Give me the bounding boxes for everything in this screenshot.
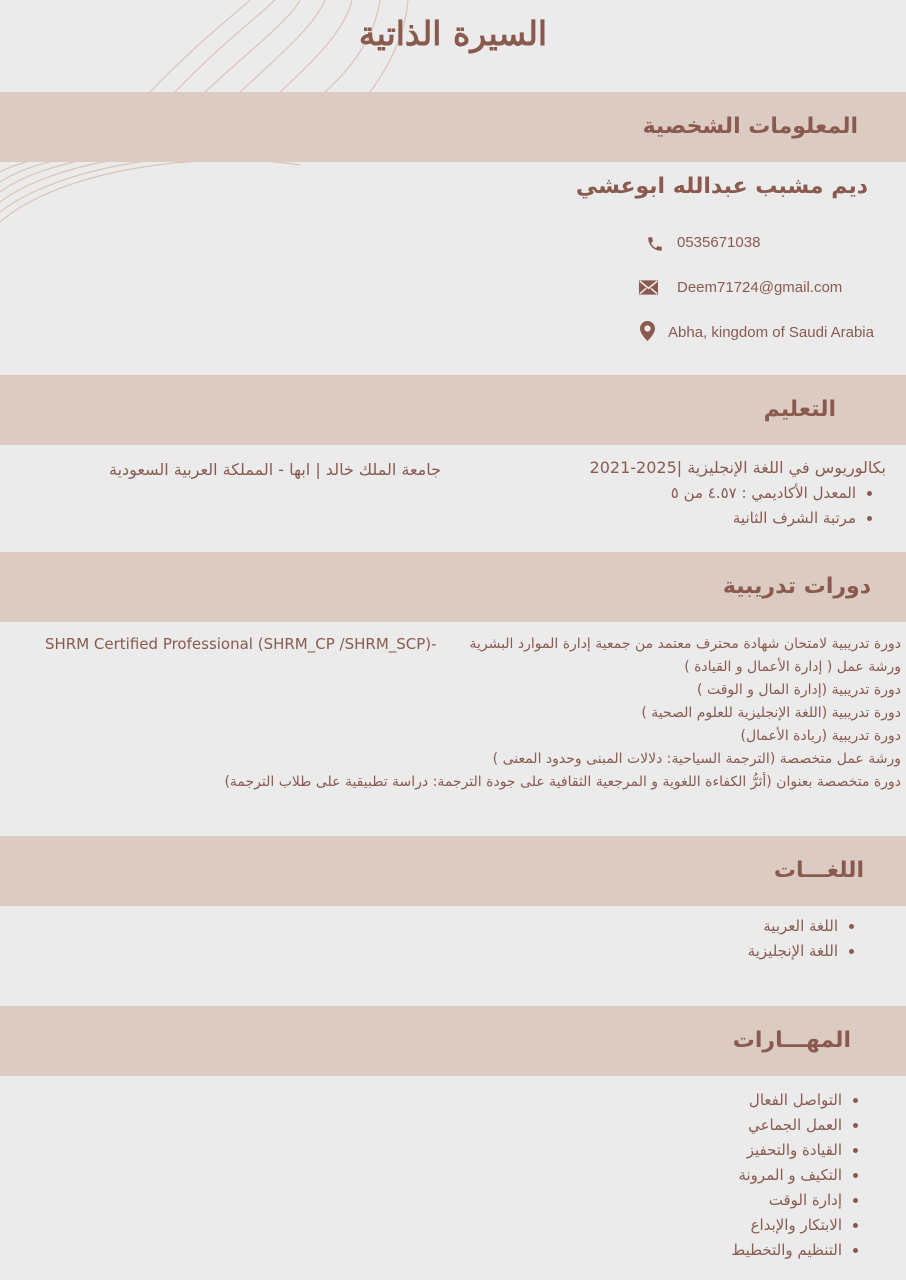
- phone-icon: [646, 235, 664, 253]
- course-item-english: SHRM Certified Professional (SHRM_CP /SHRM_SCP)-: [45, 635, 437, 653]
- education-degree: بكالوريوس في اللغة الإنجليزية |2025-2021: [589, 458, 886, 477]
- list-item: التكيف و المرونة: [731, 1163, 842, 1188]
- education-university: جامعة الملك خالد | ابها - المملكة العربية السعودية: [108, 460, 441, 479]
- skills-list: [731, 1088, 842, 1263]
- email-address: Deem71724@gmail.com: [677, 279, 843, 296]
- list-item: القيادة والتحفيز: [731, 1138, 842, 1163]
- languages-list: [748, 914, 838, 964]
- page-title: السيرة الذاتية: [358, 14, 548, 53]
- list-item: المعدل الأكاديمي : ٤.٥٧ من ٥: [671, 481, 856, 506]
- list-item: اللغة العربية: [748, 914, 838, 939]
- course-item: دورة تدريبية (اللغة الإنجليزية للعلوم الصحية ): [641, 705, 901, 721]
- course-item: دورة تدريبية (ريادة الأعمال): [740, 728, 901, 744]
- person-name: ديم مشبب عبدالله ابوعشي: [575, 174, 868, 199]
- skills-heading: المهـــارات: [732, 1028, 851, 1053]
- education-details: [671, 481, 856, 531]
- list-item: العمل الجماعي: [731, 1113, 842, 1138]
- list-item: اللغة الإنجليزية: [748, 939, 838, 964]
- section-band-education: [0, 375, 906, 445]
- course-item: دورة تدريبية (إدارة المال و الوقت ): [697, 682, 901, 698]
- list-item: التنظيم والتخطيط: [731, 1238, 842, 1263]
- section-band-courses: [0, 552, 906, 622]
- education-heading: التعليم: [763, 397, 836, 422]
- course-item: دورة تدريبية لامتحان شهادة محترف معتمد من جمعية إدارة الموارد البشرية: [469, 636, 901, 652]
- list-item: التواصل الفعال: [731, 1088, 842, 1113]
- list-item: مرتبة الشرف الثانية: [671, 506, 856, 531]
- languages-heading: اللغـــات: [773, 858, 864, 883]
- list-item: الابتكار والإبداع: [731, 1213, 842, 1238]
- list-item: إدارة الوقت: [731, 1188, 842, 1213]
- phone-number: 0535671038: [677, 234, 761, 251]
- course-item: ورشة عمل متخصصة (الترجمة السياحية: دلالات المبنى وحدود المعنى ): [492, 751, 901, 767]
- course-item: ورشة عمل ( إدارة الأعمال و القيادة ): [684, 659, 901, 675]
- section-band-personal: [0, 92, 906, 162]
- personal-heading: المعلومات الشخصية: [642, 114, 858, 139]
- section-band-languages: [0, 836, 906, 906]
- section-band-skills: [0, 1006, 906, 1076]
- location-pin-icon: [640, 321, 655, 341]
- course-item: دورة متخصصة بعنوان (أثرُّ الكفاءة اللغوية و المرجعية الثقافية على جودة الترجمة: دراسة تطبيقية على طلاب الترجمة): [224, 774, 901, 790]
- courses-heading: دورات تدريبية: [722, 574, 871, 599]
- location: Abha, kingdom of Saudi Arabia: [668, 324, 874, 341]
- mail-icon: [639, 280, 658, 295]
